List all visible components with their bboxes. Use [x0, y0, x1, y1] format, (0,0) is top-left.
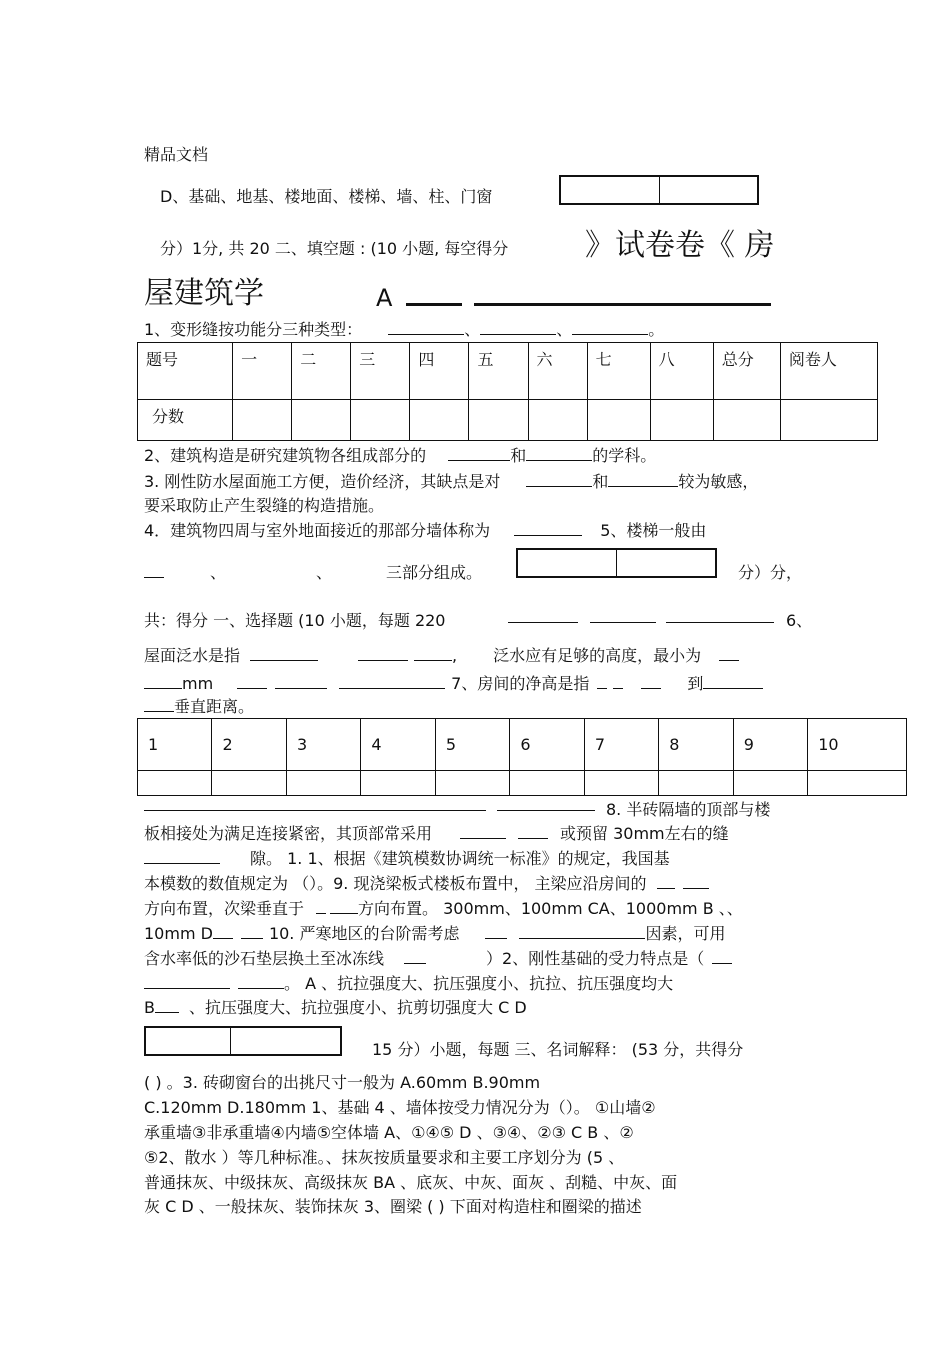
- line-h: 。 A 、抗拉强度大、抗压强度小、抗拉、抗压强度均大: [144, 974, 673, 994]
- question-7-cont: 垂直距离。: [144, 697, 254, 717]
- answer-cell[interactable]: [659, 771, 733, 796]
- answer-table: [137, 718, 907, 796]
- line-g: 含水率低的沙石垫层换土至冰冻线 ）2、刚性基础的受力特点是（: [144, 949, 732, 969]
- score-cell[interactable]: [713, 400, 780, 441]
- score-header: 七: [587, 343, 650, 400]
- blank: [497, 810, 595, 811]
- score-note: 分）分，: [738, 563, 803, 582]
- q6-number: 6、: [786, 611, 813, 630]
- line-f: 10mm D 10. 严寒地区的台阶需考虑 因素，可用: [144, 924, 726, 943]
- question-4: 4．建筑物四周与室外地面接近的那部分墙体称为 5、楼梯一般由: [144, 521, 707, 540]
- score-header: 二: [292, 343, 351, 400]
- score-header: 阅卷人: [780, 343, 877, 400]
- score-cell[interactable]: [650, 400, 713, 441]
- blank: [144, 810, 486, 811]
- score-cell[interactable]: [469, 400, 528, 441]
- modulus-line: 隙。 1. 1、根据《建筑模数协调统一标准》的规定，我国基: [144, 849, 670, 869]
- answer-number: 4: [361, 719, 435, 771]
- answer-cell[interactable]: [361, 771, 435, 796]
- question-6: 屋面泛水是指 , 泛水应有足够的高度，最小为: [144, 646, 739, 666]
- answer-number: 8: [659, 719, 733, 771]
- answer-cell[interactable]: [808, 771, 907, 796]
- blank: [474, 303, 771, 306]
- score-header: 一: [233, 343, 292, 400]
- score-table: [137, 342, 878, 441]
- score-cell[interactable]: [351, 400, 410, 441]
- score-header: 题号: [138, 343, 233, 400]
- section-terms-header: 15 分）小题，每题 三、名词解释： (53 分，共得分: [372, 1040, 744, 1059]
- answer-cell[interactable]: [510, 771, 584, 796]
- line-e: 方向布置，次梁垂直于 方向布置。 300mm、100mm CA、1000mm B 、、: [144, 899, 743, 918]
- title-left: 屋建筑学: [144, 276, 264, 311]
- answer-cell[interactable]: [435, 771, 509, 796]
- question-7: mm 7、房间的净高是指 到: [144, 674, 763, 694]
- score-header: 五: [469, 343, 528, 400]
- score-header: 四: [410, 343, 469, 400]
- question-3: 3. 刚性防水屋面施工方便，造价经济，其缺点是对 和 较为敏感，: [144, 472, 759, 491]
- score-box-2: [516, 548, 717, 578]
- section-fill-header: 分）1分, 共 20 二、填空题 : (10 小题, 每空得分: [160, 239, 509, 258]
- line-p: 灰 C D 、一般抹灰、装饰抹灰 3、圈梁 ( ) 下面对构造柱和圈梁的描述: [144, 1197, 642, 1216]
- line-l: C.120mm D.180mm 1、基础 4 、墙体按受力情况分为（）。 ①山墙②: [144, 1098, 656, 1117]
- answer-cell[interactable]: [584, 771, 658, 796]
- answer-number: 1: [138, 719, 212, 771]
- answer-number: 9: [733, 719, 807, 771]
- score-cell[interactable]: [780, 400, 877, 441]
- score-row-label: 分数: [138, 400, 233, 441]
- choice-header: 共：得分 一、选择题 (10 小题，每题 220: [144, 611, 446, 630]
- answer-number: 6: [510, 719, 584, 771]
- question-3-cont: 要采取防止产生裂缝的构造措施。: [144, 496, 385, 515]
- score-cell[interactable]: [410, 400, 469, 441]
- line-d: 本模数的数值规定为 （）。9. 现浇梁板式楼板布置中， 主梁应沿房间的: [144, 874, 709, 894]
- score-header: 三: [351, 343, 410, 400]
- line-m: 承重墙③非承重墙④内墙⑤空体墙 A、①④⑤ D 、③④、②③ C B 、②: [144, 1123, 634, 1142]
- blank: [666, 622, 774, 623]
- score-box-1: [559, 175, 759, 205]
- score-header: 总分: [713, 343, 780, 400]
- blank: [590, 622, 656, 623]
- score-box-3: [144, 1026, 342, 1056]
- title-a: A: [376, 284, 393, 312]
- line-o: 普通抹灰、中级抹灰、高级抹灰 BA 、底灰、中灰、面灰 、刮糙、中灰、面: [144, 1173, 678, 1192]
- answer-number: 2: [212, 719, 286, 771]
- line-n: ⑤2、散水 ）等几种标准。、抹灰按质量要求和主要工序划分为 (5 、: [144, 1148, 625, 1167]
- score-cell[interactable]: [292, 400, 351, 441]
- score-cell[interactable]: [587, 400, 650, 441]
- line-i: B 、抗压强度大、抗拉强度小、抗剪切强度大 C D: [144, 998, 527, 1017]
- blank: [406, 303, 462, 306]
- question-2: 2、建筑构造是研究建筑物各组成部分的 和 的学科。: [144, 446, 657, 465]
- blank: [508, 622, 578, 623]
- answer-cell[interactable]: [212, 771, 286, 796]
- option-d-line: D、基础、地基、楼地面、楼梯、墙、柱、门窗: [160, 187, 493, 206]
- answer-cell[interactable]: [138, 771, 212, 796]
- answer-cell[interactable]: [733, 771, 807, 796]
- score-header: 八: [650, 343, 713, 400]
- question-8-cont: 板相接处为满足连接紧密，其顶部常采用 或预留 30mm左右的缝: [144, 824, 729, 843]
- answer-number: 7: [584, 719, 658, 771]
- line-k: ( ) 。3. 砖砌窗台的出挑尺寸一般为 A.60mm B.90mm: [144, 1073, 541, 1092]
- answer-number: 10: [808, 719, 907, 771]
- question-8: 8. 半砖隔墙的顶部与楼: [606, 800, 771, 819]
- question-5-cont: 、 、 三部分组成。: [144, 563, 482, 583]
- title-right: 》试卷卷《 房: [585, 228, 775, 263]
- answer-number: 5: [435, 719, 509, 771]
- doc-label: 精品文档: [144, 145, 209, 164]
- score-cell[interactable]: [233, 400, 292, 441]
- answer-cell[interactable]: [286, 771, 360, 796]
- score-cell[interactable]: [528, 400, 587, 441]
- question-1: 1、变形缝按功能分三种类型： 、 、 。: [144, 320, 665, 339]
- score-header: 六: [528, 343, 587, 400]
- answer-number: 3: [286, 719, 360, 771]
